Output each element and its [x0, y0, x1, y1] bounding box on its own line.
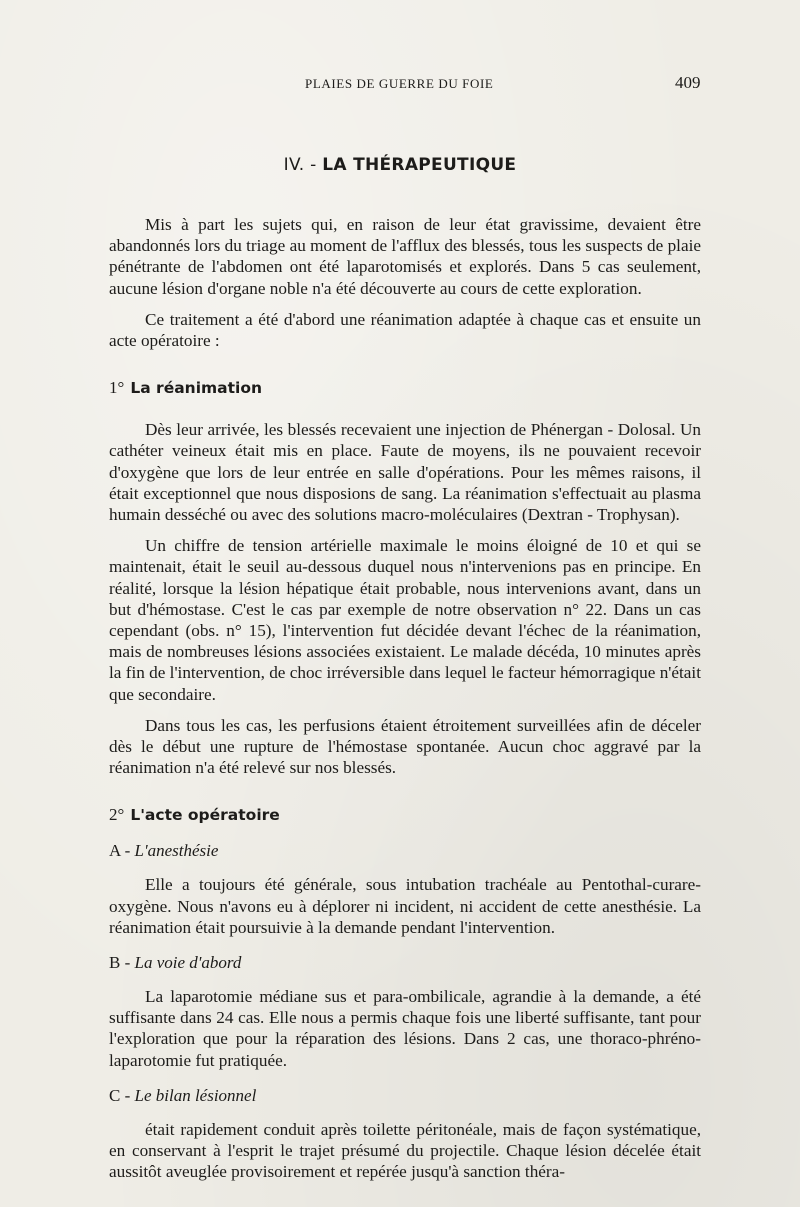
- running-title: PLAIES DE GUERRE DU FOIE: [305, 76, 494, 91]
- reanimation-paragraph-2: Un chiffre de tension artérielle maximale le moins éloigné de 10 et qui se maintenait, était le seuil au-dessous duquel nous n'intervenions pas en principe. En réalité, lorsque la lésion hépatique était probable, nous intervenions avant, dans un but d'hémostase. C'est le cas par exemple de notre observation n° 22. Dans un cas cependant (obs. n° 15), l'intervention fut décidée devant l'échec de la réanimation, mais de nombreuses lésions associées existaient. Le malade décéda, 10 minutes après la fin de l'intervention, de choc irréversible dans lequel le facteur hémorragique n'était que secondaire.: [109, 536, 701, 704]
- subheading-c-title: Le bilan lésionnel: [134, 1085, 257, 1105]
- subheading-anesthesie: [109, 840, 701, 862]
- subheading-a-letter: A -: [109, 841, 131, 861]
- subheading-b-letter: B -: [109, 953, 131, 973]
- reanimation-paragraph-3: Dans tous les cas, les perfusions étaient étroitement surveillées afin de déceler dès le début une rupture de l'hémostase spontanée. Aucun choc aggravé par la réanimation n'a été relevé sur nos blessés.: [109, 715, 701, 778]
- subheading-c-letter: C -: [109, 1085, 131, 1105]
- heading-reanimation-number: 1°: [109, 378, 125, 398]
- voie-abord-paragraph: La laparotomie médiane sus et para-ombilicale, agrandie à la demande, a été suffisante dans 24 cas. Elle nous a permis chaque fois une liberté suffisante, tant pour l'exploration que pour la réparation des lésions. Dans 2 cas, une thoraco-phréno-laparotomie fut pratiquée.: [109, 987, 701, 1070]
- heading-acte-operatoire: [109, 804, 701, 826]
- heading-reanimation: [109, 377, 701, 399]
- reanimation-paragraph-1: Dès leur arrivée, les blessés recevaient une injection de Phénergan - Dolosal. Un cathéter veineux était mis en place. Faute de moyens, ils ne pouvaient recevoir d'oxygène que lors de leur entrée en salle d'opérations. Pour les mêmes raisons, il était exceptionnel que nous disposions de sang. La réanimation s'effectuait au plasma humain desséché ou avec des solutions macro-moléculaires (Dextran - Trophysan).: [109, 420, 701, 525]
- page-number: 409: [675, 73, 701, 92]
- heading-reanimation-label: La réanimation: [130, 379, 263, 398]
- anesthesie-paragraph: Elle a toujours été générale, sous intubation trachéale au Pentothal-curare-oxygène. Nous n'avons eu à déplorer ni incident, ni accident de cette anesthésie. La réanimation était poursuivie à la demande pendant l'intervention.: [109, 875, 701, 937]
- section-title: [0, 155, 800, 175]
- running-head: [0, 73, 800, 96]
- section-heading: LA THÉRAPEUTIQUE: [322, 155, 517, 175]
- subheading-bilan-lesionnel: [109, 1085, 701, 1107]
- bilan-lesionnel-paragraph: était rapidement conduit après toilette péritonéale, mais de façon systématique, en conservant à l'esprit le trajet présumé du projectile. Chaque lésion décelée était aussitôt aveuglée provisoirement et repérée jusqu'à sanction théra-: [109, 1119, 701, 1182]
- section-number: IV. -: [283, 155, 317, 175]
- intro-paragraph-2: Ce traitement a été d'abord une réanimation adaptée à chaque cas et ensuite un acte opératoire :: [109, 309, 701, 351]
- subheading-a-title: L'anesthésie: [134, 841, 219, 861]
- subheading-voie-abord: [109, 952, 701, 974]
- subheading-b-title: La voie d'abord: [134, 953, 242, 973]
- intro-paragraph-1: Mis à part les sujets qui, en raison de leur état gravissime, devaient être abandonnés lors du triage au moment de l'afflux des blessés, tous les suspects de plaie pénétrante de l'abdomen ont été laparotomisés et explorés. Dans 5 cas seulement, aucune lésion d'organe noble n'a été découverte au cours de cette exploration.: [109, 215, 701, 298]
- heading-acte-number: 2°: [109, 805, 125, 825]
- body-text: [109, 214, 701, 1183]
- heading-acte-label: L'acte opératoire: [130, 806, 280, 825]
